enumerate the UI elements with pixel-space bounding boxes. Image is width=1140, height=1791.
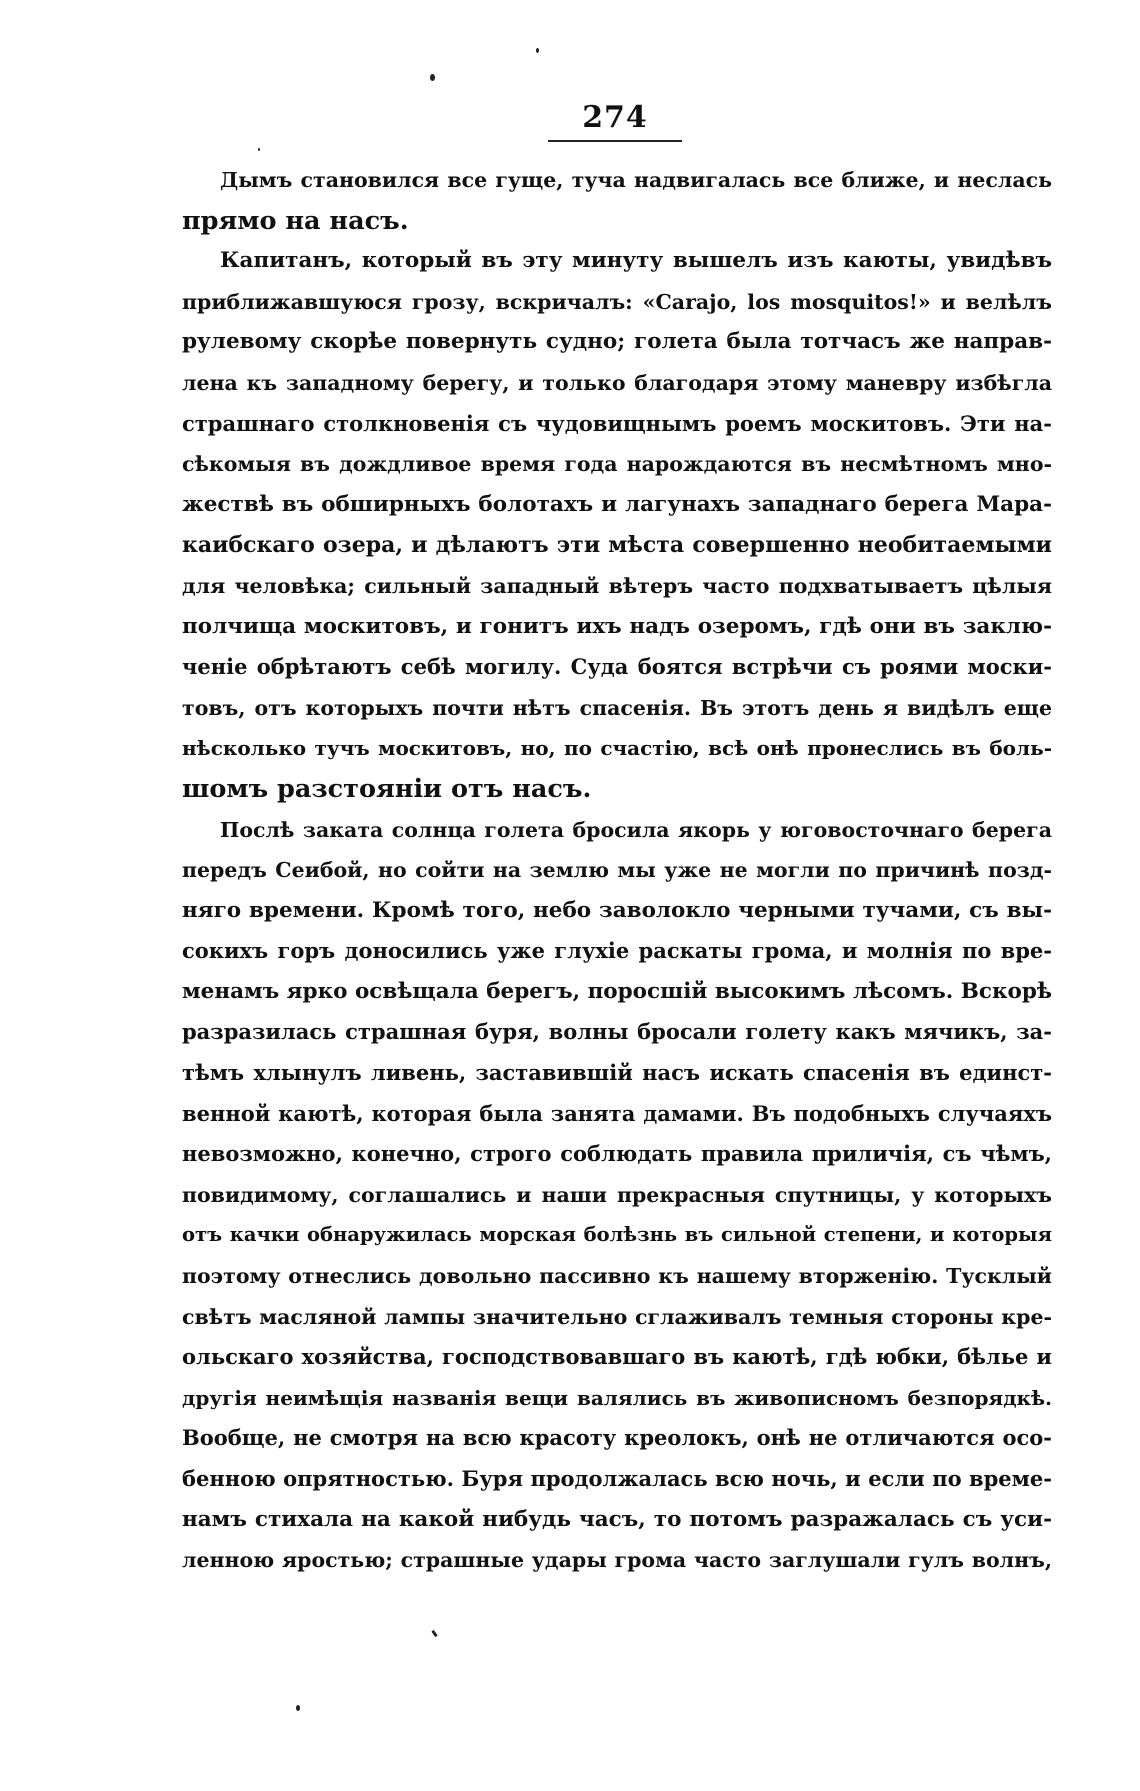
ink-speck [536, 48, 539, 53]
text-line: полчища москитовъ, и гонитъ ихъ надъ озеромъ, гдѣ они въ заклю- [182, 613, 1052, 639]
text-line: нѣсколько тучъ москитовъ, но, по счастію, всѣ онѣ пронеслись въ боль- [182, 736, 1052, 761]
text-line: для человѣка; сильный западный вѣтеръ часто подхватываетъ цѣлыя [182, 573, 1052, 598]
text-line: Капитанъ, который въ эту минуту вышелъ изъ каюты, увидѣвъ [220, 248, 1052, 274]
body-text [182, 160, 1052, 1581]
text-line: рулевому скорѣе повернуть судно; голета была тотчасъ же направ- [182, 329, 1052, 355]
text-line: ченіе обрѣтаютъ себѣ могилу. Суда боятся встрѣчи съ роями моски- [182, 654, 1052, 680]
text-line: разразилась страшная буря, волны бросали голету какъ мячикъ, за- [182, 1019, 1052, 1045]
text-line: сокихъ горъ доносились уже глухіе раскаты грома, и молнія по вре- [182, 938, 1052, 964]
paragraph [182, 810, 1052, 1581]
text-line: тѣмъ хлынулъ ливень, заставившій насъ искать спасенія въ единст- [182, 1060, 1052, 1086]
text-line: каибскаго озера, и дѣлаютъ эти мѣста совершенно необитаемыми [182, 532, 1052, 559]
text-line: Послѣ заката солнца голета бросила якорь у юговосточнаго берега [220, 817, 1052, 842]
ink-speck [431, 1630, 437, 1637]
ink-speck [296, 1705, 300, 1711]
page-number: 274 [582, 100, 648, 135]
text-line: ленною яростью; страшные удары грома часто заглушали гулъ волнъ, [182, 1548, 1052, 1573]
text-line: няго времени. Кромѣ того, небо заволокло черными тучами, съ вы- [182, 897, 1052, 923]
ink-speck [430, 74, 435, 81]
text-line: бенною опрятностью. Буря продолжалась всю ночь, и если по време- [182, 1466, 1052, 1491]
text-line: повидимому, соглашались и наши прекрасныя спутницы, у которыхъ [182, 1182, 1052, 1207]
text-line: поэтому отнеслись довольно пассивно къ нашему вторженію. Тусклый [182, 1264, 1052, 1289]
text-line: другія неимѣщія названія вещи валялись въ живописномъ безпорядкѣ. [182, 1385, 1052, 1410]
text-line: жествѣ въ обширныхъ болотахъ и лагунахъ западнаго берега Мара- [182, 491, 1052, 517]
text-line: менамъ ярко освѣщала берегъ, поросшій высокимъ лѣсомъ. Вскорѣ [182, 978, 1052, 1004]
text-line: венной каютѣ, которая была занята дамами. Въ подобныхъ случаяхъ [182, 1100, 1052, 1126]
text-line: намъ стихала на какой нибудь часъ, то потомъ разражалась съ уси- [182, 1506, 1052, 1532]
text-line: Дымъ становился все гуще, туча надвигалась все ближе, и неслась [220, 168, 1052, 192]
text-line: лена къ западному берегу, и только благодаря этому маневру избѣгла [182, 370, 1052, 395]
text-line: отъ качки обнаружилась морская болѣзнь въ сильной степени, и которыя [182, 1223, 1052, 1247]
text-line: свѣтъ масляной лампы значительно сглаживалъ темныя стороны кре- [182, 1304, 1052, 1329]
page-number-rule [548, 140, 682, 142]
paragraph [182, 160, 1052, 241]
paragraph [182, 241, 1052, 809]
text-line: прямо на насъ. [182, 205, 409, 236]
text-line: товъ, отъ которыхъ почти нѣтъ спасенія. Въ этотъ день я видѣлъ еще [182, 695, 1052, 720]
text-line: шомъ разстояніи отъ насъ. [182, 773, 592, 804]
text-line: страшнаго столкновенія съ чудовищнымъ роемъ москитовъ. Эти на- [182, 410, 1052, 436]
text-line: приближавшуюся грозу, вскричалъ: «Carajo, los mosquitos!» и велѣлъ [182, 289, 1052, 314]
text-line: невозможно, конечно, строго соблюдать правила приличія, съ чѣмъ, [182, 1141, 1052, 1167]
text-line: сѣкомыя въ дождливое время года нарождаются въ несмѣтномъ мно- [182, 452, 1052, 477]
text-line: Вообще, не смотря на всю красоту креолокъ, онѣ не отличаются осо- [182, 1425, 1052, 1451]
text-line: передъ Сеибой, но сойти на землю мы уже не могли по причинѣ позд- [182, 858, 1052, 883]
text-line: ольскаго хозяйства, господствовавшаго въ каютѣ, гдѣ юбки, бѣлье и [182, 1344, 1052, 1370]
ink-speck [258, 148, 260, 151]
